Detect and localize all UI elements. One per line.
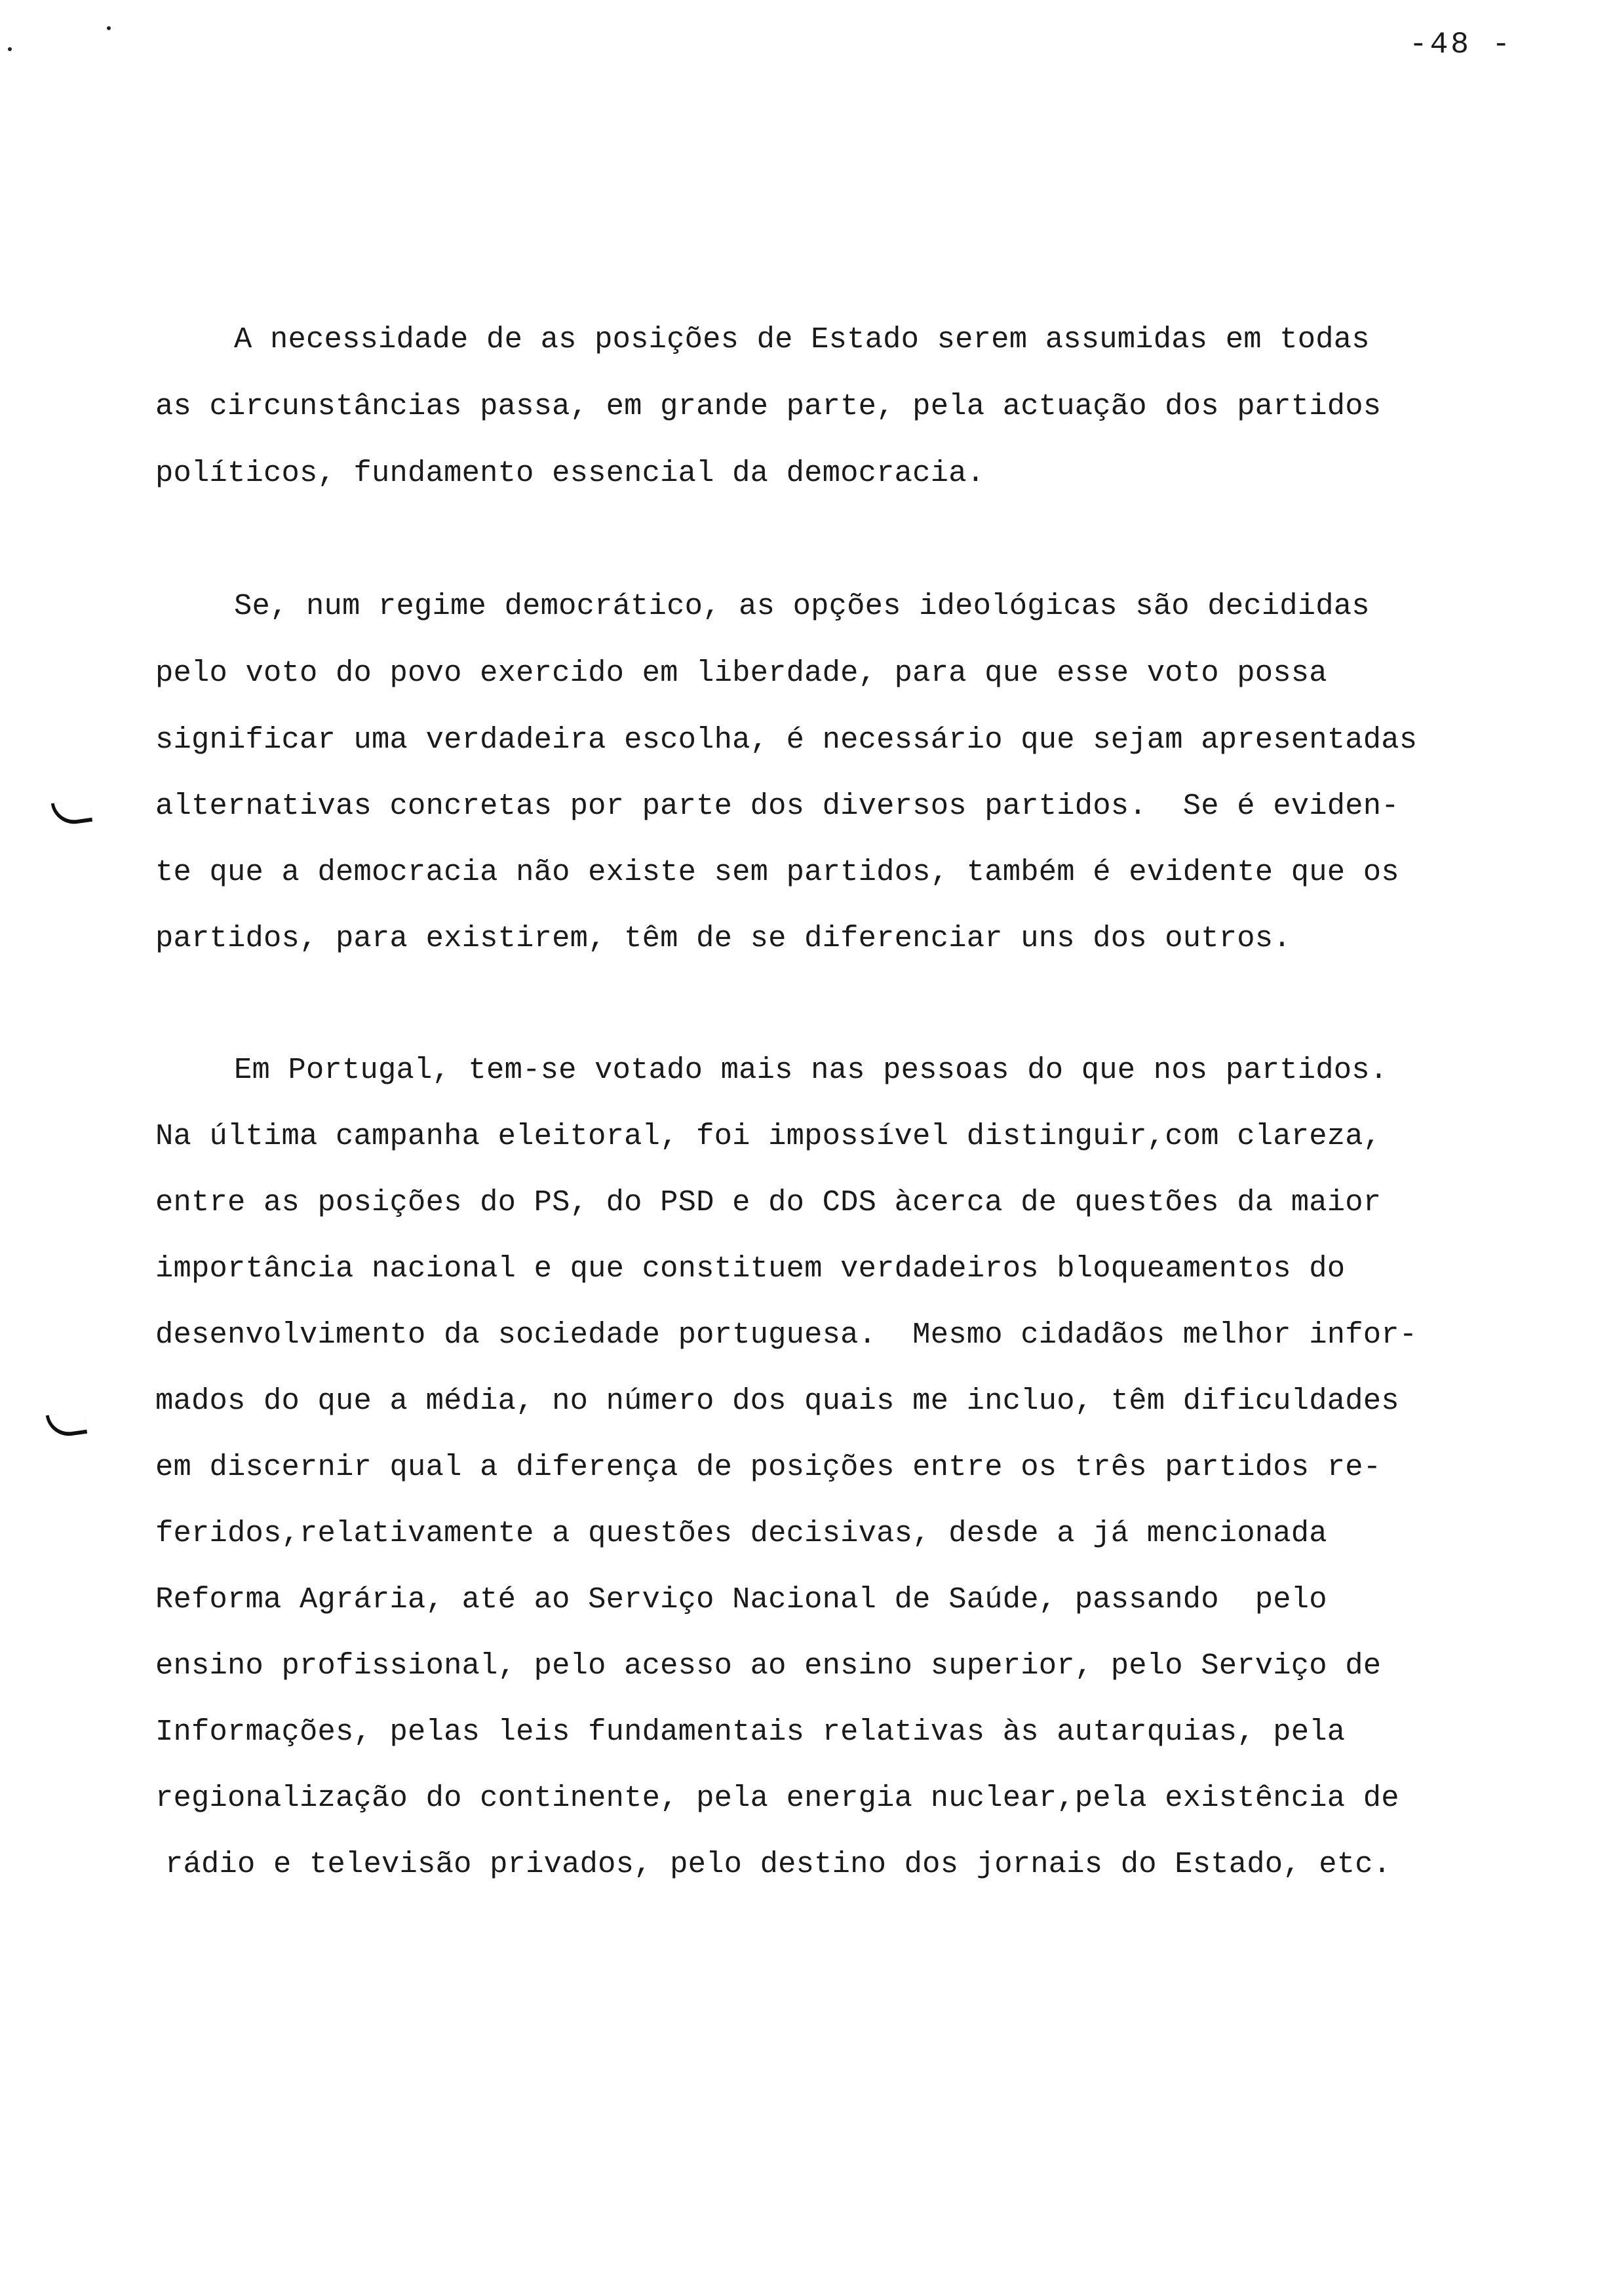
text-line: ensino profissional, pelo acesso ao ensino superior, pelo Serviço de (155, 1649, 1382, 1683)
text-line: te que a democracia não existe sem partidos, também é evidente que os (155, 855, 1399, 889)
text-line: significar uma verdadeira escolha, é necessário que sejam apresentadas (155, 723, 1418, 757)
text-line: em discernir qual a diferença de posições entre os três partidos re- (155, 1450, 1382, 1484)
text-line: entre as posições do PS, do PSD e do CDS àcerca de questões da maior (155, 1185, 1382, 1219)
text-line: políticos, fundamento essencial da democracia. (155, 456, 985, 490)
text-line: rádio e televisão privados, pelo destino dos jornais do Estado, etc. (165, 1847, 1391, 1881)
margin-bracket-mark (51, 798, 92, 827)
text-line: as circunstâncias passa, em grande parte, pela actuação dos partidos (155, 389, 1382, 423)
text-line: Informações, pelas leis fundamentais relativas às autarquias, pela (155, 1715, 1346, 1749)
text-line: Na última campanha eleitoral, foi impossível distinguir,com clareza, (155, 1119, 1382, 1153)
margin-bracket-mark (46, 1410, 87, 1439)
text-line: A necessidade de as posições de Estado serem assumidas em todas (234, 322, 1370, 356)
ink-speck (107, 26, 111, 30)
text-line: Reforma Agrária, até ao Serviço Nacional de Saúde, passando pelo (155, 1582, 1327, 1617)
text-line: Em Portugal, tem-se votado mais nas pessoas do que nos partidos. (234, 1053, 1388, 1087)
ink-speck (8, 47, 12, 51)
text-line: feridos,relativamente a questões decisivas, desde a já mencionada (155, 1516, 1327, 1550)
text-line: partidos, para existirem, têm de se diferenciar uns dos outros. (155, 921, 1291, 955)
text-line: Se, num regime democrático, as opções ideológicas são decididas (234, 589, 1370, 623)
text-line: regionalização do continente, pela energia nuclear,pela existência de (155, 1781, 1399, 1815)
text-line: mados do que a média, no número dos quais me incluo, têm dificuldades (155, 1384, 1399, 1418)
text-line: desenvolvimento da sociedade portuguesa. Mesmo cidadãos melhor infor- (155, 1318, 1418, 1352)
text-line: importância nacional e que constituem verdadeiros bloqueamentos do (155, 1252, 1346, 1286)
page-number: -48 - (1409, 28, 1513, 62)
text-line: pelo voto do povo exercido em liberdade, para que esse voto possa (155, 656, 1327, 690)
text-line: alternativas concretas por parte dos diversos partidos. Se é eviden- (155, 789, 1399, 823)
